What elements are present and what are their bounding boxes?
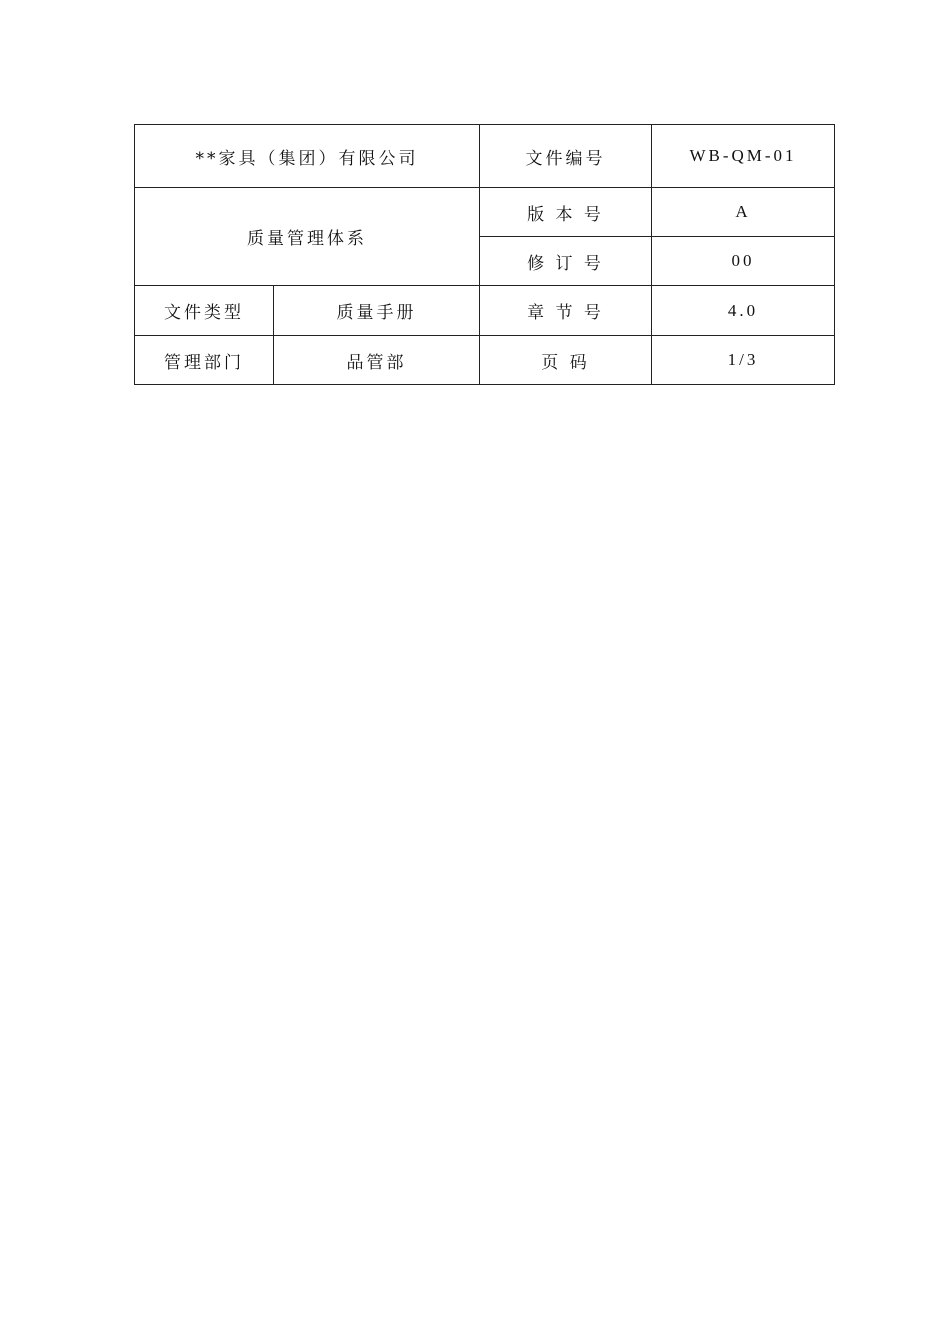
revision-label: 修 订 号 (480, 237, 652, 286)
doc-no-label: 文件编号 (480, 125, 652, 188)
version-label: 版 本 号 (480, 188, 652, 237)
header-row-doc-type (135, 286, 835, 336)
document-header-table (134, 124, 835, 385)
doc-type-label: 文件类型 (135, 286, 274, 336)
dept-label: 管理部门 (135, 336, 274, 385)
dept-value: 品管部 (274, 336, 480, 385)
company-name: **家具（集团）有限公司 (135, 125, 480, 188)
header-row-company (135, 125, 835, 188)
page-label: 页 码 (480, 336, 652, 385)
doc-no-value: WB-QM-01 (652, 125, 835, 188)
page-value: 1/3 (652, 336, 835, 385)
header-row-dept (135, 336, 835, 385)
header-row-version (135, 188, 835, 237)
doc-type-value: 质量手册 (274, 286, 480, 336)
revision-value: 00 (652, 237, 835, 286)
chapter-label: 章 节 号 (480, 286, 652, 336)
version-value: A (652, 188, 835, 237)
system-name: 质量管理体系 (135, 188, 480, 286)
chapter-value: 4.0 (652, 286, 835, 336)
